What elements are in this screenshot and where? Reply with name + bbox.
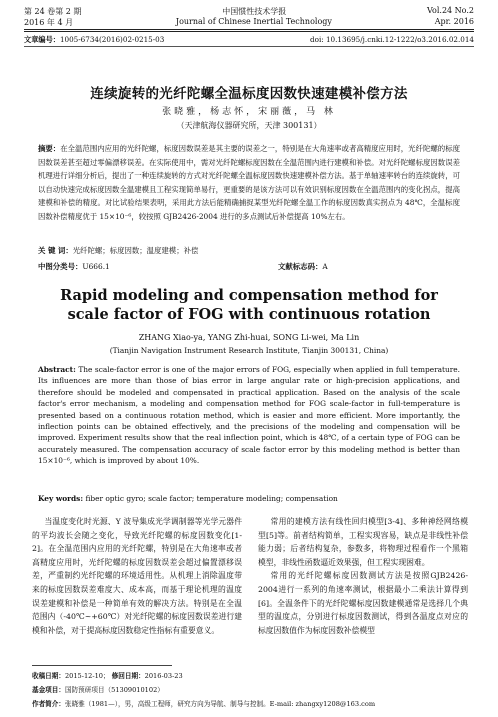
abstract-text-cn: 在全温范围内应用的光纤陀螺，标度因数误差是其主要的误差之一，特别是在大角速率或者高精度应用时，光纤陀螺的标度因数误差甚至超过零偏漂移误差。在实际使用中，需对光纤陀螺标度因数在全温范围内进行建模和补偿。对光纤陀螺标度因数误差机理进行详细分析后，提出了一种连续旋转的方式对光纤陀螺全温标度因数快速建模补偿方法。基于单轴速率转台的连续旋转，可以自动快速完成标度因数全温建模且工程实现简单易行，更重要的是该方法可以有效识别标度因数在全温范围内的变化拐点，提高建模和补偿的精度。对比试验结果表明，采用此方法后能精确捕捉某型光纤陀螺全温工作的标度因数真实拐点为 48℃，全温标度因数补偿精度优于 15×10⁻⁶，较按照 GJB2426-2004 进行的多点测试后补偿提高 10%左右。	[38, 144, 460, 221]
title-chinese: 连续旋转的光纤陀螺全温标度因数快速建模补偿方法	[90, 86, 408, 102]
running-header-top	[24, 6, 474, 17]
volume-issue-en: Vol.24 No.2	[426, 6, 474, 15]
keywords-english: Key words: fiber optic gyro; scale factor; temperature modeling; compensation	[38, 494, 338, 503]
volume-issue-cn: 第 24 卷第 2 期	[24, 7, 82, 16]
footnote-rule	[32, 665, 172, 666]
article-number: 文章编号：1005-6734(2016)02-0215-03	[24, 35, 165, 44]
abstract-label-cn: 摘要：	[38, 144, 61, 153]
body-column-left: 当温度变化时光源、Y 波导集成光学调制器等光学元器件的平均波长会随之变化，导致光纤陀螺的标度因数变化[1-2]。在全温范围内应用的光纤陀螺，特别是在大角速率或者高精度应用时，光纤陀螺的标度因数误差会超过偏置漂移误差，严重制约光纤陀螺的环境适用性。从机理上消除温度带来的标度因数误差难度大、成本高，而基于理论机理的温度误差建模和补偿是一种简单有效的解决方法。特别是在全温范围内（-40℃~+60℃）对光纤陀螺的标度因数误差进行建模和补偿，对于提高标度因数稳定性指标有重要意义。	[32, 517, 242, 635]
body-paragraph: 常用的光纤陀螺标度因数测试方法是按照GJB2426-2004进行一系列的角速率测试，根据最小二乘法计算得到[6]。全温条件下的光纤陀螺标度因数建模通常是选择几个典型的温度点，分别进行标度因数测试，得到各温度点对应的标度因数值作为标度因数补偿模型	[258, 571, 468, 635]
abstract-english: Abstract: The scale-factor error is one of the major errors of FOG, especially when applied in full temperature. Its influences are more than those of bias error in large angular rate or high-precision applications, and therefore should be modeled and compensated in practical application. Based on the analysis of the scale factor's error mechanism, a modeling and compensation method for FOG scale-factor in full-temperature is presented based on a continuous rotation method, which is easier and more efficient. More importantly, the inflection points can be obtained effectively, and the precisions of the modeling and compensation will be improved. Experiment results show that the real inflection point, which is 48℃, of a certain type of FOG can be accurately measured. The compensation accuracy of scale factor error by this modeling method is better than 15×10⁻⁶, which is improved by about 10%.	[38, 365, 460, 466]
journal-name-en: Journal of Chinese Inertial Technology	[175, 17, 332, 26]
running-header-bottom	[24, 17, 474, 28]
article-meta	[24, 35, 474, 45]
footnote-fund: 基金项目：国防预研项目（51309010102）	[32, 686, 164, 694]
affiliation-chinese: （天津航海仪器研究所，天津 300131）	[176, 121, 322, 130]
header-rule	[24, 29, 474, 32]
authors-english: ZHANG Xiao-ya, YANG Zhi-huai, SONG Li-wei, Ma Lin	[138, 333, 360, 342]
keywords-chinese: 关 键 词：光纤陀螺；标度因数；温度建模；补偿	[38, 246, 199, 255]
footnote-dates: 收稿日期：2015-12-10； 修回日期：2016-03-23	[32, 672, 183, 680]
abstract-chinese	[38, 142, 460, 224]
authors-chinese: 张晓雅，杨志怀，宋丽薇，马 林	[162, 107, 336, 117]
footnote-author: 作者简介：张晓雅（1981—），男，高级工程师，研究方向为导航、制导与控制。E-mail: zhangxy1208@163.com	[32, 700, 376, 708]
title-english: Rapid modeling and compensation method for scale factor of FOG with continuous rotation	[60, 287, 438, 323]
body-column-right	[258, 515, 468, 637]
affiliation-english: (Tianjin Navigation Instrument Research Institute, Tianjin 300131, China)	[109, 346, 389, 355]
date-cn: 2016 年 4 月	[24, 18, 74, 27]
classification-chinese: 中图分类号：U666.1 文献标志码：A	[38, 262, 328, 271]
date-en: Apr. 2016	[434, 17, 474, 26]
journal-name-cn: 中国惯性技术学报	[222, 7, 287, 16]
meta-rule	[24, 46, 474, 47]
doi: doi: 10.13695/j.cnki.12-1222/o3.2016.02.014	[310, 35, 474, 44]
body-paragraph: 常用的建模方法有线性回归模型[3-4]、多种神经网络模型[5]等。前者结构简单，工程实现容易，缺点是非线性补偿能力弱；后者结构复杂，参数多，将物理过程看作一个黑箱模型，非线性函数逼近效果强，但工程实现困难。	[258, 517, 468, 567]
